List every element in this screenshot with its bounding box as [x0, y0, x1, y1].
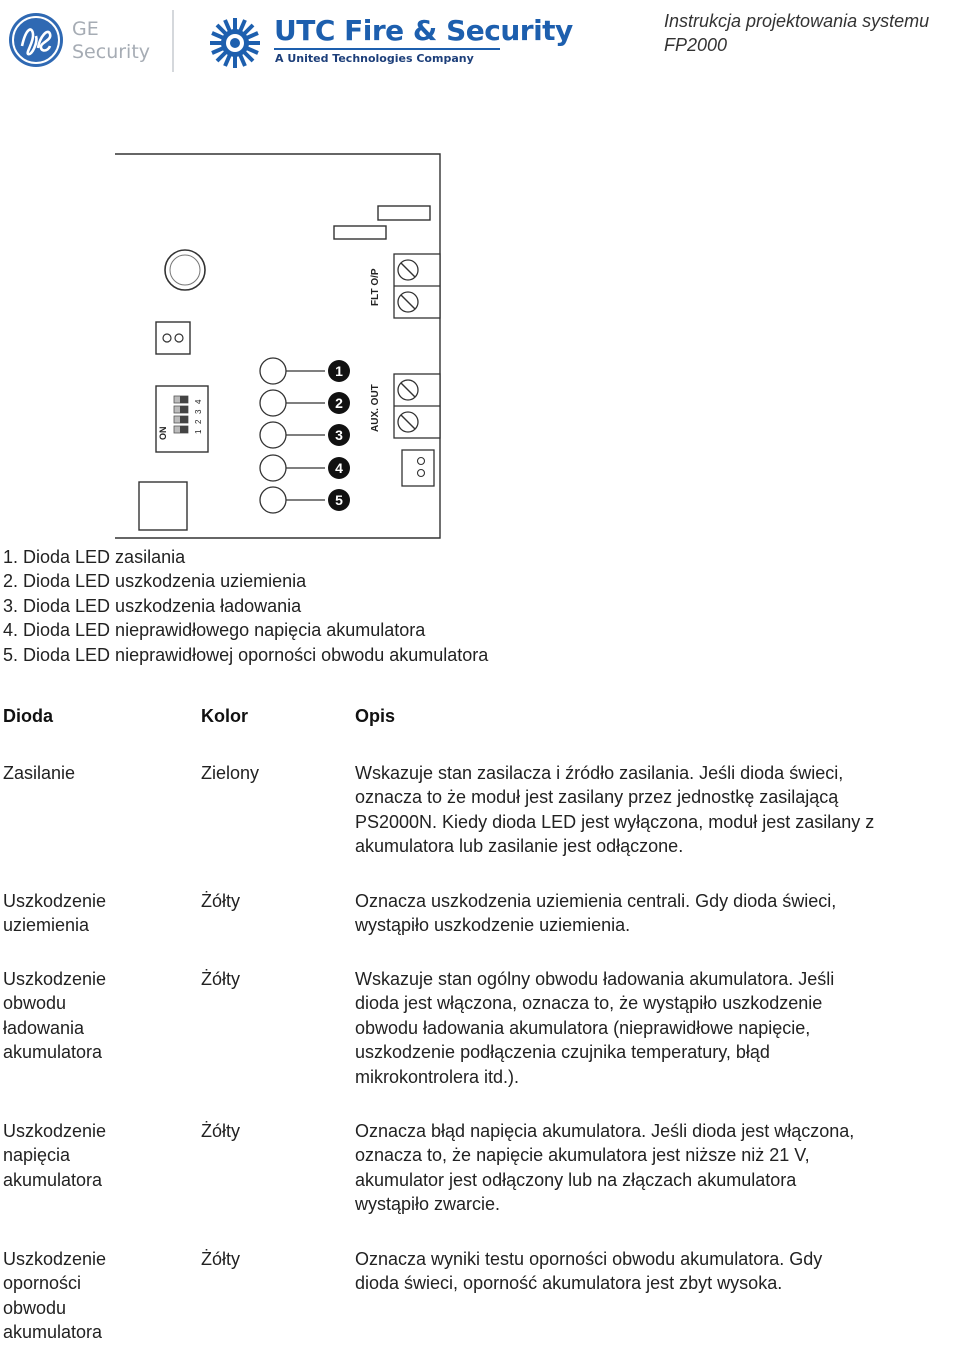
dip-number: 4 — [194, 399, 203, 404]
legend-item: 4. Dioda LED nieprawidłowego napięcia akumulatora — [3, 620, 426, 641]
legend-item: 2. Dioda LED uszkodzenia uziemienia — [3, 571, 307, 592]
table-cell-kolor: Zielony — [201, 763, 260, 783]
document-title-line-1: Instrukcja projektowania systemu — [664, 11, 930, 31]
security-text-line: Security — [72, 41, 151, 63]
aux-out-label: AUX. OUT — [370, 384, 381, 432]
ge-security-wordmark — [72, 18, 150, 64]
cell-line: Uszkodzenie — [3, 1249, 107, 1269]
cell-line: Wskazuje stan ogólny obwodu ładowania akumulatora. Jeśli — [355, 969, 835, 989]
table-cell-dioda — [3, 1247, 183, 1345]
led-number-2: 2 — [335, 395, 343, 411]
cell-line: Oznacza uszkodzenia uziemienia centrali. Gdy dioda świeci, — [355, 891, 837, 911]
dip-switch-icon — [156, 386, 208, 452]
utc-logo-icon — [205, 16, 265, 70]
cell-line: oporności — [3, 1273, 82, 1294]
document-title — [664, 9, 956, 57]
cell-line: dioda świeci, oporność akumulatora jest zbyt wysoka. — [355, 1273, 783, 1294]
utc-tagline: A United Technologies Company — [275, 52, 474, 65]
column-header-opis: Opis — [355, 706, 396, 726]
cell-line: Uszkodzenie — [3, 891, 107, 911]
connector-slot-mid — [334, 226, 386, 239]
cell-line: Zasilanie — [3, 763, 76, 783]
table-cell-opis — [355, 967, 945, 1089]
dip-number: 3 — [194, 409, 203, 414]
cell-line: PS2000N. Kiedy dioda LED jest wyłączona, moduł jest zasilany z — [355, 811, 875, 832]
cell-line: Oznacza błąd napięcia akumulatora. Jeśli dioda jest włączona, — [355, 1121, 855, 1141]
flt-op-label: FLT O/P — [370, 268, 381, 306]
cell-line: wystąpiło zwarcie. — [355, 1194, 501, 1215]
cell-line: akumulatora — [3, 1169, 103, 1190]
legend-item: 5. Dioda LED nieprawidłowej oporności obwodu akumulatora — [3, 644, 489, 665]
square-component-icon — [139, 482, 187, 530]
cell-line: dioda jest włączona, oznacza to, że wystąpiło uszkodzenie — [355, 993, 823, 1014]
cell-line: obwodu ładowania akumulatora (nieprawidłowe napięcie, — [355, 1017, 811, 1038]
column-header-dioda: Dioda — [3, 706, 54, 726]
dip-on-label: ON — [158, 426, 168, 440]
cell-line: Wskazuje stan zasilacza i źródło zasilania. Jeśli dioda świeci, — [355, 763, 844, 783]
led-5 — [260, 487, 350, 513]
cell-line: akumulatora — [3, 1322, 103, 1343]
cell-line: uszkodzenie podłączenia czujnika temperatury, błąd — [355, 1042, 770, 1063]
ge-logo-icon — [8, 12, 64, 68]
header-divider — [172, 10, 174, 72]
table-cell-opis — [355, 1119, 945, 1217]
cell-line: Oznacza wyniki testu oporności obwodu akumulatora. Gdy — [355, 1249, 823, 1269]
table-cell-kolor: Żółty — [201, 891, 241, 911]
table-cell-kolor: Żółty — [201, 1121, 241, 1141]
aux-terminal-block-icon — [394, 374, 440, 438]
document-title-line-2: FP2000 — [664, 35, 728, 55]
table-cell-opis — [355, 761, 945, 859]
led-4 — [260, 455, 350, 481]
dip-number: 1 — [194, 429, 203, 434]
jumper-icon — [156, 322, 190, 354]
round-component-icon — [165, 250, 205, 290]
column-header-kolor: Kolor — [201, 706, 248, 726]
cell-line: akumulatora lub zasilanie jest odłączone. — [355, 836, 684, 857]
cell-line: akumulatora — [3, 1042, 103, 1063]
led-number-3: 3 — [335, 427, 343, 443]
utc-rule — [274, 48, 500, 50]
legend-item: 3. Dioda LED uszkodzenia ładowania — [3, 595, 302, 616]
led-1 — [260, 358, 350, 384]
cell-line: Uszkodzenie — [3, 969, 107, 989]
dip-number: 2 — [194, 419, 203, 424]
small-connector-icon — [402, 450, 434, 486]
table-cell-dioda — [3, 889, 183, 938]
cell-line: akumulator jest odłączony lub na złączach akumulatora — [355, 1169, 797, 1190]
cell-line: ładowania — [3, 1017, 85, 1038]
utc-company-name: UTC Fire & Security — [274, 14, 573, 47]
cell-line: Uszkodzenie — [3, 1121, 107, 1141]
ge-text-line: GE — [72, 18, 99, 40]
connector-slot-top — [378, 206, 430, 220]
table-cell-dioda — [3, 967, 183, 1065]
led-number-4: 4 — [335, 460, 343, 476]
cell-line: obwodu — [3, 993, 67, 1014]
table-cell-dioda — [3, 1119, 183, 1192]
table-cell-kolor: Żółty — [201, 1249, 241, 1269]
led-3 — [260, 422, 350, 448]
cell-line: mikrokontrolera itd.). — [355, 1066, 520, 1087]
led-legend — [3, 545, 488, 667]
table-cell-kolor: Żółty — [201, 969, 241, 989]
led-2 — [260, 390, 350, 416]
cell-line: oznacza to że moduł jest zasilany przez jednostkę zasilającą — [355, 787, 839, 808]
legend-item: 1. Dioda LED zasilania — [3, 547, 186, 567]
flt-terminal-block-icon — [394, 254, 440, 318]
cell-line: wystąpiło uszkodzenie uziemienia. — [355, 915, 631, 936]
cell-line: napięcia — [3, 1145, 71, 1166]
cell-line: uziemienia — [3, 915, 90, 936]
cell-line: obwodu — [3, 1297, 67, 1318]
board-diagram — [110, 150, 446, 542]
led-number-5: 5 — [335, 492, 343, 508]
table-cell-opis — [355, 1247, 945, 1296]
table-cell-dioda — [3, 761, 183, 785]
led-number-1: 1 — [335, 363, 343, 379]
cell-line: oznacza to, że napięcie akumulatora jest niższe niż 21 V, — [355, 1145, 810, 1166]
table-cell-opis — [355, 889, 945, 938]
